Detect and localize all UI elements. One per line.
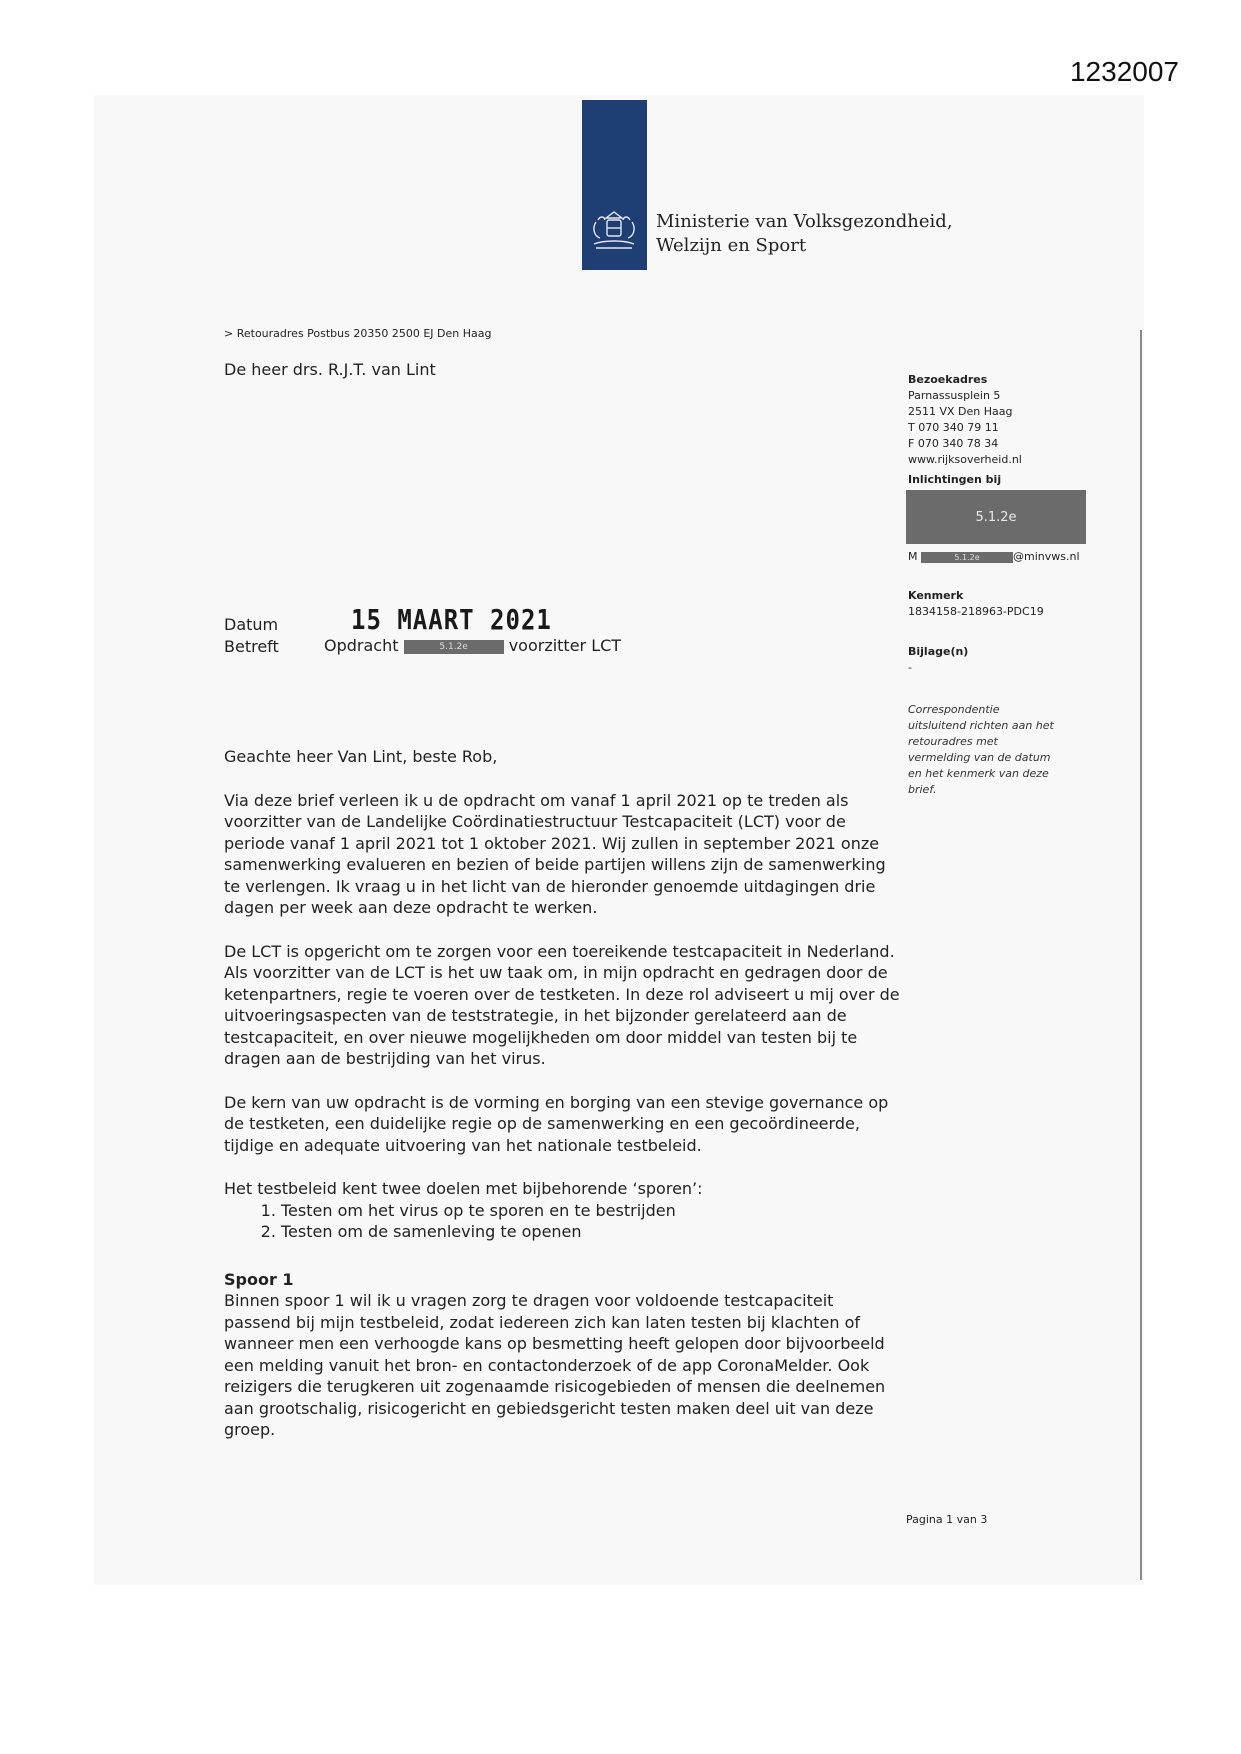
recipient: De heer drs. R.J.T. van Lint xyxy=(224,360,436,379)
page-edge-line xyxy=(1140,330,1142,1580)
document-number: 1232007 xyxy=(1069,56,1179,87)
paragraph: De kern van uw opdracht is de vorming en borging van een stevige governance op de testketen, een duidelijke regie op de samenwerking en een gecoördineerde, tijdige en adequate uitvoering van het nationale testbeleid. xyxy=(224,1092,889,1155)
attachments-block xyxy=(908,644,968,676)
subject-label: Betreft xyxy=(224,637,279,656)
section-heading: Spoor 1 xyxy=(224,1269,294,1289)
reference-heading: Kenmerk xyxy=(908,589,964,602)
page-number: Pagina 1 van 3 xyxy=(906,1513,988,1526)
subject-redaction: 5.1.2e xyxy=(404,640,504,654)
paragraph: Binnen spoor 1 wil ik u vragen zorg te dragen voor voldoende testcapaciteit passend bij mijn testbeleid, zodat iedereen zich kan laten testen bij klachten of wanneer men een verhoogde kans op besmetting heeft gelopen door bijvoorbeeld een melding vanuit het bron- en contactonderzoek of de app CoronaMelder. Ook reizigers die terugkeren uit zogenaamde risicogebieden of mensen die deelnemen aan grootschalig, risicogericht en gebiedsgericht testen maken deel uit van deze groep. xyxy=(224,1291,886,1439)
return-address: > Retouradres Postbus 20350 2500 EJ Den Haag xyxy=(224,327,492,340)
meta-labels xyxy=(224,614,279,658)
paragraph: Via deze brief verleen ik u de opdracht om vanaf 1 april 2021 op te treden als voorzitter van de Landelijke Coördinatiestructuur Testcapaciteit (LCT) voor de periode vanaf 1 april 2021 tot 1 oktober 2021. Wij zullen in september 2021 onze samenwerking evalueren en bezien of beide partijen willens zijn de samenwerking te verlengen. Ik vraag u in het licht van de hieronder genoemde uitdagingen drie dagen per week aan deze opdracht te werken. xyxy=(224,790,886,917)
attachments-heading: Bijlage(n) xyxy=(908,645,969,658)
correspondence-note: Correspondentie uitsluitend richten aan het retouradres met vermelding van de datum en het kenmerk van deze brief. xyxy=(908,703,1054,796)
date-label: Datum xyxy=(224,615,279,634)
mobile-redaction: 5.1.2e xyxy=(921,552,1013,563)
coat-of-arms-icon xyxy=(588,208,640,254)
attachments-value: - xyxy=(908,661,912,674)
visit-address-line: Parnassusplein 5 xyxy=(908,389,1001,402)
list-item: 1. Testen om het virus op te sporen en te bestrijden xyxy=(281,1200,904,1222)
list-item: 2. Testen om de samenleving te openen xyxy=(281,1221,904,1243)
info-heading: Inlichtingen bij xyxy=(908,473,1002,486)
mobile-email-suffix: @minvws.nl xyxy=(1013,550,1080,563)
date-stamp: 15 MAART 2021 xyxy=(351,603,552,637)
salutation: Geachte heer Van Lint, beste Rob, xyxy=(224,747,498,766)
visit-address-heading: Bezoekadres xyxy=(908,373,988,386)
mobile-prefix: M xyxy=(908,550,918,563)
reference-block xyxy=(908,588,1044,620)
ministry-name-line1: Ministerie van Volksgezondheid, xyxy=(656,211,953,232)
reference-value: 1834158-218963-PDC19 xyxy=(908,605,1044,618)
subject-prefix: Opdracht xyxy=(324,636,399,655)
mobile-contact xyxy=(908,550,1080,563)
ministry-name xyxy=(656,210,953,258)
letter-body xyxy=(224,746,904,1463)
ministry-name-line2: Welzijn en Sport xyxy=(656,235,807,256)
visit-address-line: F 070 340 78 34 xyxy=(908,437,999,450)
subject-line xyxy=(324,636,621,655)
visit-address-line: 2511 VX Den Haag xyxy=(908,405,1013,418)
sidebar-contact xyxy=(908,372,1128,488)
list-intro: Het testbeleid kent twee doelen met bijbehorende ‘sporen’: xyxy=(224,1179,703,1198)
visit-address-line: T 070 340 79 11 xyxy=(908,421,999,434)
visit-address-line: www.rijksoverheid.nl xyxy=(908,453,1022,466)
paragraph: De LCT is opgericht om te zorgen voor een toereikende testcapaciteit in Nederland. Als voorzitter van de LCT is het uw taak om, in mijn opdracht en gedragen door de ketenpartners, regie te voeren over de testketen. In deze rol adviseert u mij over de uitvoeringsaspecten van de teststrategie, in het bijzonder gerelateerd aan de testcapaciteit, en over nieuwe mogelijkheden om door middel van testen bij te dragen aan de bestrijding van het virus. xyxy=(224,941,900,1068)
subject-suffix: voorzitter LCT xyxy=(508,636,622,655)
redaction-block: 5.1.2e xyxy=(906,490,1086,544)
goals-list xyxy=(224,1200,904,1243)
government-logo xyxy=(582,100,647,270)
